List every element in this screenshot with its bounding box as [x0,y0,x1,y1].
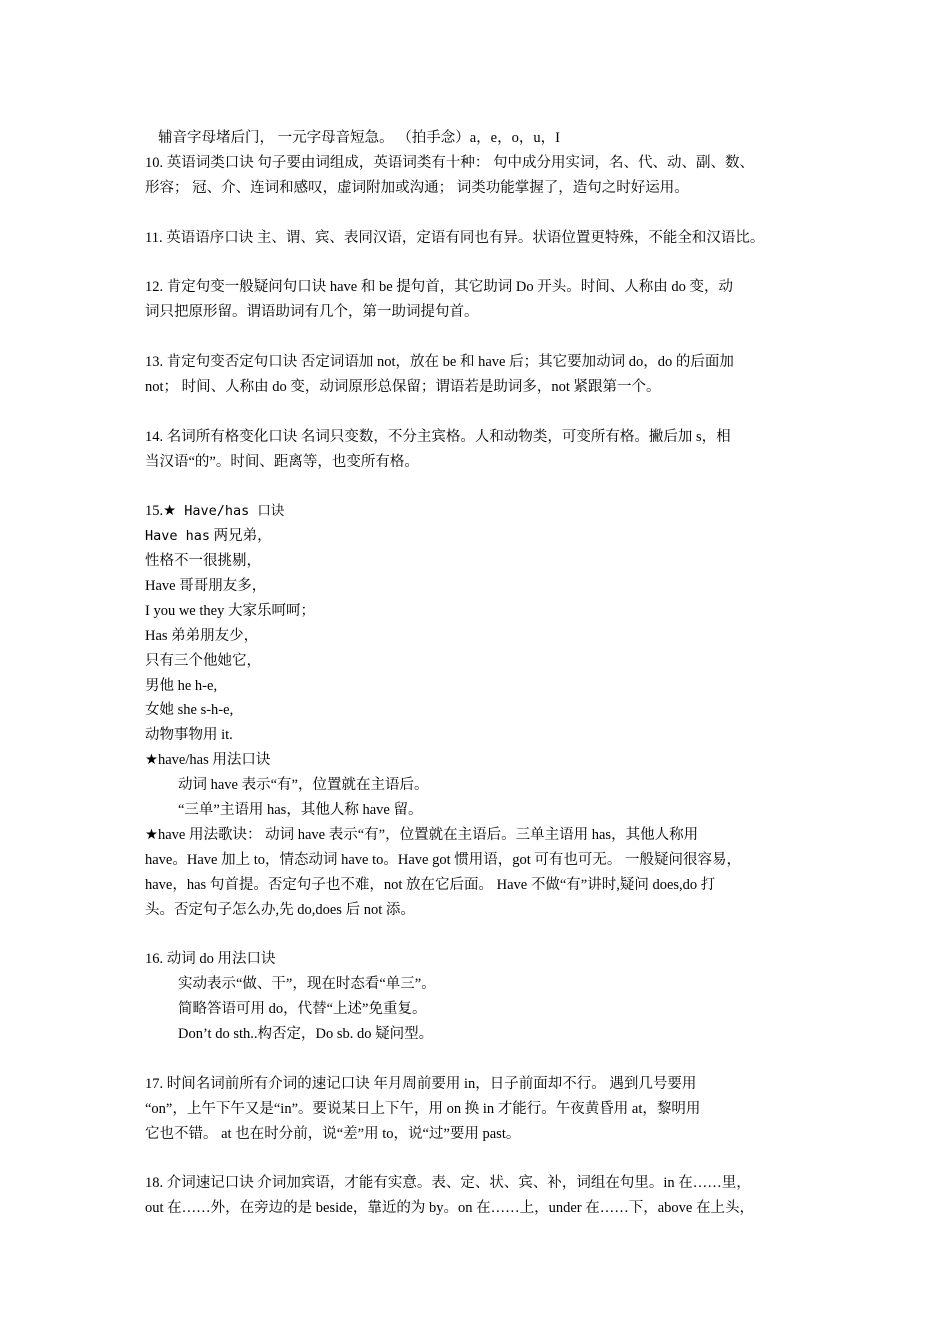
text-line: 17. 时间名词前所有介词的速记口诀 年月周前要用 in，日子前面却不行。 遇到几号要用 [145,1075,697,1092]
text-line: 头。否定句子怎么办,先 do,does 后 not 添。 [145,901,415,918]
text-line: “on”，上午下午又是“in”。要说某日上下午，用 on 换 in 才能行。午夜黄昏用 at，黎明用 [145,1100,701,1117]
text-line: 只有三个他她它， [145,652,261,669]
text-line: 10. 英语词类口诀 句子要由词组成，英语词类有十种： 句中成分用实词，名、代、动、副、数、 [145,154,754,171]
text-line: 简略答语可用 do，代替“上述”免重复。 [178,1001,427,1018]
text-line: 18. 介词速记口诀 介词加宾语，才能有实意。表、定、状、宾、补，词组在句里。in 在……里， [145,1175,751,1192]
text-line: Don’t do sth..构否定，Do sb. do 疑问型。 [178,1026,434,1043]
section-number: 15. [145,503,164,520]
text-line: Have has 两兄弟， [145,528,272,545]
section-heading-15 [145,499,825,524]
text-line: I you we they 大家乐呵呵； [145,602,315,619]
text-line: 形容； 冠、介、连词和感叹，虚词附加或沟通； 词类功能掌握了，造句之时好运用。 [145,179,689,196]
text-line: 动词 have 表示“有”，位置就在主语后。 [178,777,429,794]
text-line: 当汉语“的”。时间、距离等，也变所有格。 [145,453,419,470]
text-line: 11. 英语语序口诀 主、谓、宾、表同汉语，定语有同也有异。状语位置更特殊，不能全和汉语比。 [145,229,765,246]
section-heading-16: 16. 动词 do 用法口诀 [145,951,276,968]
text-line: 女她 she s-h-e, [145,702,234,719]
star-icon: ★ [163,503,177,520]
text-line: out 在……外，在旁边的是 beside，靠近的为 by。on 在……上，under 在……下，above 在上头， [145,1200,754,1217]
text-line: 13. 肯定句变否定句口诀 否定词语加 not，放在 be 和 have 后；其它要加动词 do，do 的后面加 [145,354,734,371]
section-title: Have/has 口诀 [176,503,285,520]
text-line: Has 弟弟朋友少， [145,627,259,644]
text-line: 14. 名词所有格变化口诀 名词只变数，不分主宾格。人和动物类，可变所有格。撇后加 s，相 [145,428,731,445]
text-line: 实动表示“做、干”，现在时态看“单三”。 [178,976,436,993]
text-line: have，has 句首提。否定句子也不难，not 放在它后面。 Have 不做“有”讲时,疑问 does,do 打 [145,876,716,893]
text-line: ★have/has 用法口诀 [145,752,271,769]
text-line: 它也不错。 at 也在时分前，说“差”用 to，说“过”要用 past。 [145,1125,521,1142]
text-line: 12. 肯定句变一般疑问句口诀 have 和 be 提句首，其它助词 Do 开头。时间、人称由 do 变，动 [145,279,734,296]
document-body [145,126,825,1221]
text-line: not； 时间、人称由 do 变，动词原形总保留；谓语若是助词多，not 紧跟第一个。 [145,378,661,395]
text-line: have。Have 加上 to，情态动词 have to。Have got 惯用语，got 可有也可无。 一般疑问很容易， [145,851,742,868]
text-line: 词只把原形留。谓语助词有几个，第一助词提句首。 [145,304,479,321]
text-line: 性格不一很挑剔， [145,553,261,570]
text-line: 男他 he h-e, [145,677,218,694]
text-line: Have 哥哥朋友多， [145,578,267,595]
text-line: ★have 用法歌诀： 动词 have 表示“有”，位置就在主语后。三单主语用 has，其他人称用 [145,826,699,843]
text-line: 动物事物用 it. [145,727,233,744]
text-line: 辅音字母堵后门， 一元字母音短急。 （拍手念）a，e，o，u，I [158,130,560,146]
text-line: “三单”主语用 has，其他人称 have 留。 [178,802,423,819]
